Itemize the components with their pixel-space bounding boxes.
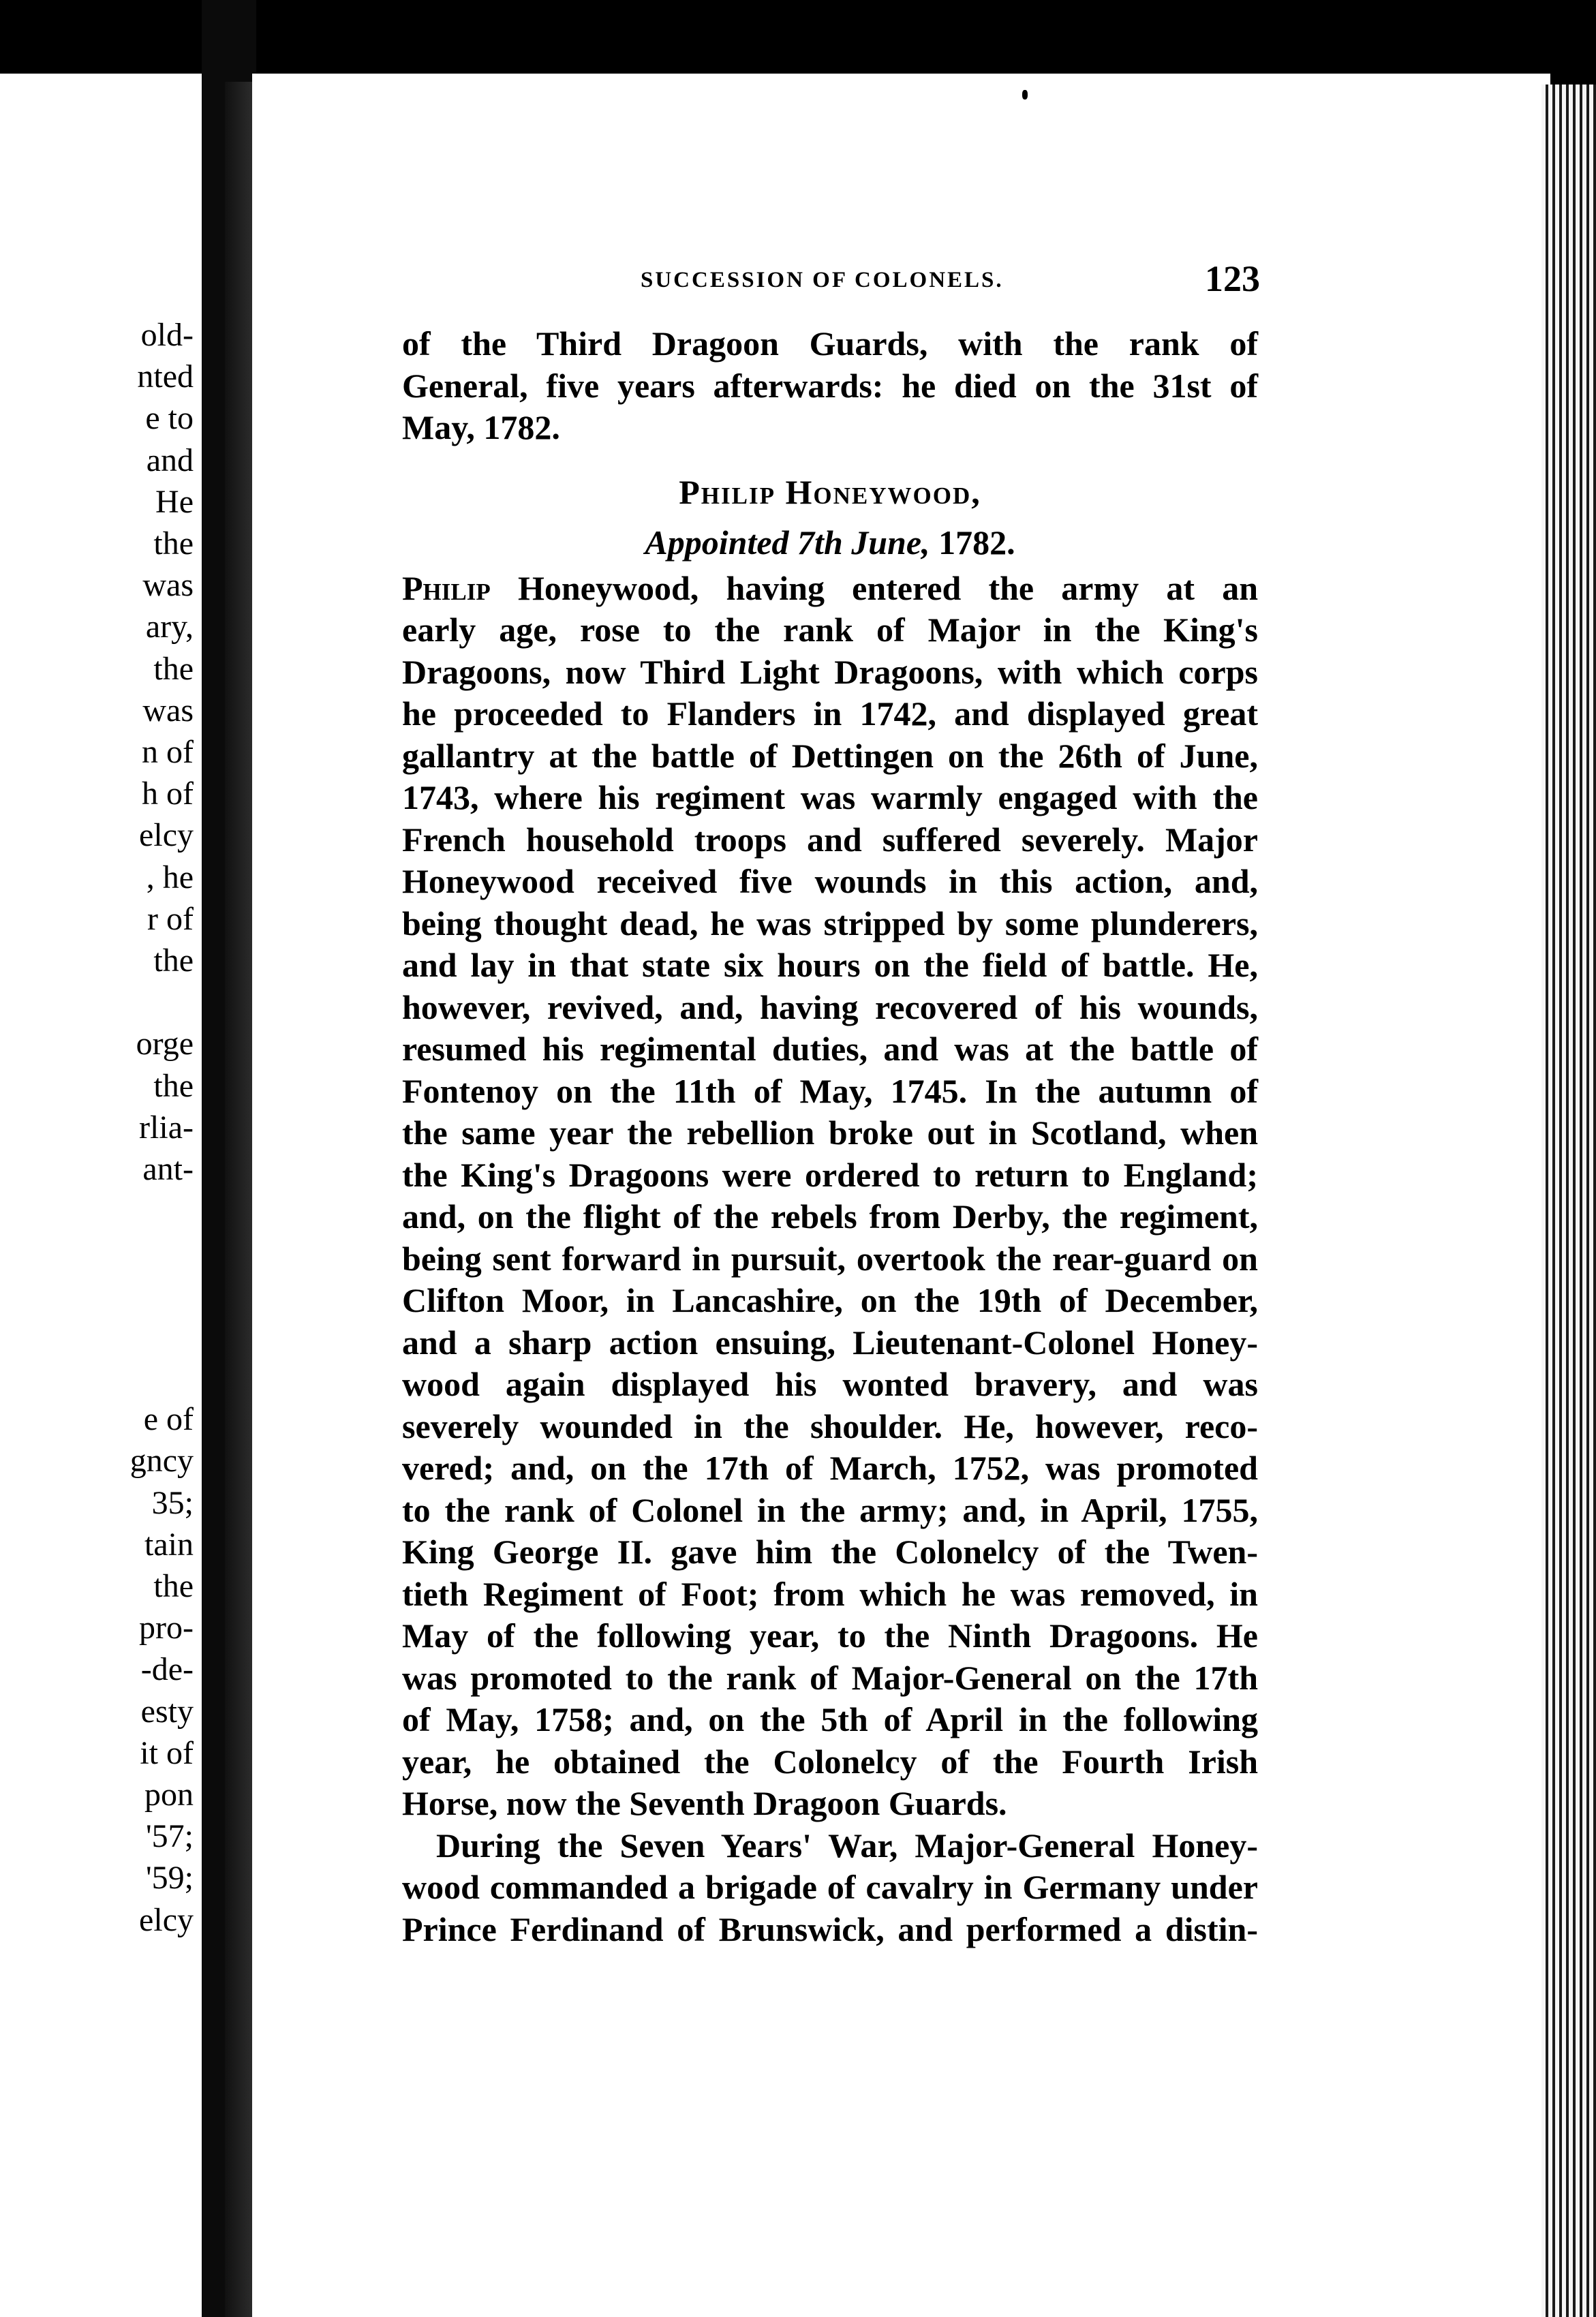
running-head: SUCCESSION OF COLONELS. xyxy=(641,268,1004,292)
text-line: to the rank of Colonel in the army; and, in April, 1755, xyxy=(402,1490,1258,1529)
left-page-line: tain xyxy=(144,1526,194,1563)
text-line: was promoted to the rank of Major-General on the 17th xyxy=(402,1658,1258,1697)
text-line: he proceeded to Flanders in 1742, and displayed great xyxy=(402,694,1258,733)
text-line: and lay in that state six hours on the field of battle. He, xyxy=(402,946,1258,984)
page-edges xyxy=(1541,85,1596,2317)
para-lead-rest: Honeywood, having entered the army at an xyxy=(517,568,1259,607)
left-page-line: elcy xyxy=(139,817,194,854)
left-page-line: esty xyxy=(140,1693,194,1730)
text-line: being thought dead, he was stripped by some plunderers, xyxy=(402,904,1258,942)
text-line: King George II. gave him the Colonelcy of the Twen- xyxy=(402,1533,1258,1571)
left-page-line: gncy xyxy=(129,1443,194,1479)
text-line: being sent forward in pursuit, overtook the rear-guard on xyxy=(402,1239,1258,1278)
left-page-line: the xyxy=(153,942,194,979)
section-heading: Philip Honeywood, xyxy=(679,472,981,511)
text-line: Horse, now the Seventh Dragoon Guards. xyxy=(402,1784,1007,1822)
text-line: wood again displayed his wonted bravery, and was xyxy=(402,1365,1258,1403)
text-line: severely wounded in the shoulder. He, however, reco- xyxy=(402,1407,1258,1445)
para-lead: Philip xyxy=(402,568,491,607)
left-page-line: '59; xyxy=(146,1860,194,1897)
text-line: of the Third Dragoon Guards, with the rank of xyxy=(402,324,1258,363)
gutter-shadow xyxy=(225,82,252,2317)
left-page-line: rlia- xyxy=(139,1109,194,1146)
text-line: General, five years afterwards: he died on the 31st of xyxy=(402,366,1258,405)
text-line xyxy=(402,568,1258,610)
left-page-line: e of xyxy=(143,1401,194,1438)
left-page-line: pon xyxy=(144,1777,194,1813)
left-page-line: e to xyxy=(145,400,194,437)
left-page-line: ary, xyxy=(145,609,194,645)
text-line: Dragoons, now Third Light Dragoons, with which corps xyxy=(402,652,1258,691)
ink-speck xyxy=(1022,90,1028,99)
left-page-line: the xyxy=(153,650,194,687)
left-page-line: 35; xyxy=(151,1484,194,1521)
text-line: Honeywood received five wounds in this action, and, xyxy=(402,862,1258,900)
body-text xyxy=(402,323,1258,1950)
left-page-line: r of xyxy=(147,900,194,937)
text-line: the same year the rebellion broke out in Scotland, when xyxy=(402,1114,1258,1152)
text-line: and, on the flight of the rebels from Derby, the regiment, xyxy=(402,1197,1258,1236)
text-line: however, revived, and, having recovered of his wounds, xyxy=(402,987,1258,1026)
left-page-line: it of xyxy=(140,1734,194,1771)
page-number: 123 xyxy=(1205,258,1260,299)
subheading-date: Appointed 7th June, xyxy=(645,523,930,562)
text-line: Prince Ferdinand of Brunswick, and performed a distin- xyxy=(402,1909,1258,1948)
left-page-line: pro- xyxy=(139,1610,194,1646)
text-line: tieth Regiment of Foot; from which he was removed, in xyxy=(402,1574,1258,1613)
text-line: and a sharp action ensuing, Lieutenant-Colonel Honey- xyxy=(402,1323,1258,1362)
left-page-line: -de- xyxy=(140,1651,194,1688)
text-line: vered; and, on the 17th of March, 1752, was promoted xyxy=(402,1449,1258,1487)
left-facing-page xyxy=(0,74,202,2317)
left-page-line: ant- xyxy=(142,1151,194,1187)
text-line: early age, rose to the rank of Major in the King's xyxy=(402,611,1258,649)
text-line: Clifton Moor, in Lancashire, on the 19th of December, xyxy=(402,1281,1258,1319)
text-line: year, he obtained the Colonelcy of the Fourth Irish xyxy=(402,1742,1258,1781)
text-line: resumed his regimental duties, and was at the battle of xyxy=(402,1030,1258,1068)
subheading-year: 1782. xyxy=(930,523,1015,562)
paragraph-1 xyxy=(402,609,1258,1825)
left-page-line: the xyxy=(153,525,194,562)
left-page-line: old- xyxy=(140,317,194,353)
text-line: French household troops and suffered severely. Major xyxy=(402,820,1258,859)
left-page-line: the xyxy=(153,1568,194,1604)
left-page-line: '57; xyxy=(146,1818,194,1855)
left-page-line: elcy xyxy=(139,1901,194,1938)
left-page-line: h of xyxy=(142,776,194,812)
text-line: wood commanded a brigade of cavalry in Germany under xyxy=(402,1868,1258,1906)
text-line: During the Seven Years' War, Major-General Honey- xyxy=(436,1826,1258,1865)
left-page-line: was xyxy=(142,692,194,728)
text-line: May of the following year, to the Ninth Dragoons. He xyxy=(402,1616,1258,1655)
text-line: May, 1782. xyxy=(402,408,560,446)
text-line: 1743, where his regiment was warmly engaged with the xyxy=(402,778,1258,816)
section-subheading xyxy=(402,517,1258,568)
left-page-line: nted xyxy=(137,358,194,395)
text-line: Fontenoy on the 11th of May, 1745. In the autumn of xyxy=(402,1071,1258,1110)
left-page-line: the xyxy=(153,1067,194,1104)
left-page-line: and xyxy=(146,442,194,478)
left-page-line: orge xyxy=(136,1026,194,1062)
left-page-line: was xyxy=(142,567,194,604)
paragraph-2 xyxy=(402,1825,1258,1951)
text-line: gallantry at the battle of Dettingen on the 26th of June, xyxy=(402,736,1258,775)
left-page-line: , he xyxy=(146,859,194,895)
text-line: of May, 1758; and, on the 5th of April in the following xyxy=(402,1700,1258,1738)
left-page-line: n of xyxy=(142,734,194,770)
text-line: the King's Dragoons were ordered to return to England; xyxy=(402,1155,1258,1194)
left-page-line: He xyxy=(155,483,194,520)
